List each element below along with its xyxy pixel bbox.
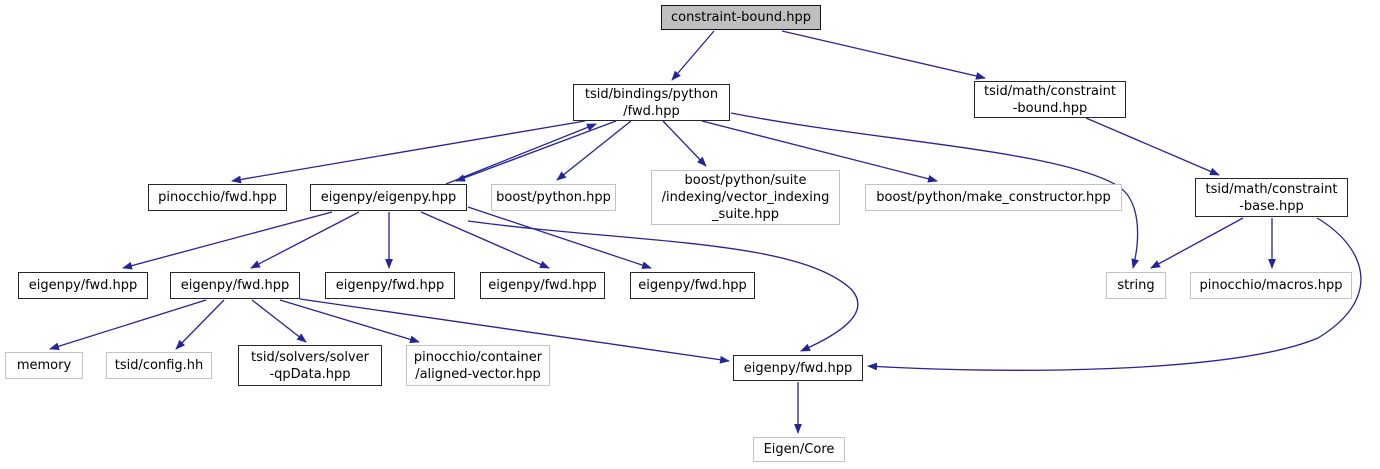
graph-node-eigenpy-fwd-5[interactable] (630, 272, 755, 299)
graph-node-memory (5, 352, 83, 379)
include-edge-eigenpy-fwd-2-to-solver-qpdata (252, 300, 306, 342)
graph-node-eigen-core (753, 437, 845, 462)
graph-node-label: constraint-bound.hpp (671, 10, 811, 25)
graph-node-label: pinocchio/container (413, 349, 543, 365)
graph-node-pinocchio-fwd[interactable] (148, 184, 287, 211)
graph-node-label: eigenpy/fwd.hpp (28, 278, 138, 293)
graph-node-label: /fwd.hpp (623, 103, 680, 119)
graph-node-label: /aligned-vector.hpp (415, 366, 541, 382)
graph-node-vector-indexing (651, 170, 840, 225)
graph-node-label: eigenpy/fwd.hpp (488, 278, 597, 293)
include-edge-eigenpy-eigenpy-to-bindings-fwd (446, 124, 596, 184)
graph-node-make-constructor (865, 184, 1122, 211)
include-edge-bindings-fwd-to-vector-indexing (663, 121, 706, 166)
graph-node-label: boost/python/suite (684, 173, 807, 188)
include-edge-constraint-bound-to-bindings-fwd (672, 31, 714, 80)
graph-node-label: tsid/math/constraint (1205, 181, 1338, 197)
graph-node-label: memory (16, 358, 72, 373)
graph-node-label: -bound.hpp (1012, 100, 1088, 116)
graph-node-label: tsid/math/constraint (984, 83, 1116, 99)
graph-node-label: eigenpy/fwd.hpp (638, 278, 747, 293)
graph-node-label: -qpData.hpp (269, 366, 351, 382)
graph-node-label: eigenpy/fwd.hpp (743, 360, 853, 376)
graph-node-label: pinocchio/fwd.hpp (158, 190, 277, 205)
graph-node-math-constraint-base[interactable] (1195, 178, 1348, 217)
graph-node-boost-python (491, 184, 616, 211)
graph-node-solver-qpdata[interactable] (238, 345, 382, 386)
include-edge-math-constraint-base-to-string (1151, 218, 1243, 268)
graph-node-eigenpy-eigenpy[interactable] (310, 184, 467, 211)
graph-node-eigenpy-fwd-4[interactable] (480, 272, 605, 299)
include-edge-math-constraint-bound-to-math-constraint-base (1086, 118, 1219, 175)
include-edge-eigenpy-eigenpy-to-eigenpy-fwd-2 (251, 212, 359, 268)
graph-node-label: eigenpy/fwd.hpp (335, 278, 445, 293)
graph-node-label: tsid/solvers/solver (250, 349, 369, 365)
graph-node-label: boost/python/make_constructor.hpp (876, 190, 1111, 205)
graph-node-label: _suite.hpp (711, 207, 780, 222)
include-edge-eigenpy-eigenpy-to-eigenpy-fwd-1 (123, 212, 332, 268)
graph-node-label: tsid/config.hh (114, 358, 204, 373)
graph-node-label: pinocchio/macros.hpp (1199, 278, 1343, 293)
graph-node-label: -base.hpp (1239, 198, 1304, 214)
graph-node-eigenpy-fwd-2[interactable] (170, 272, 300, 299)
graph-node-string (1106, 272, 1166, 299)
graph-node-label: eigenpy/fwd.hpp (180, 278, 290, 293)
graph-node-eigenpy-fwd-1[interactable] (18, 272, 148, 299)
graph-node-math-constraint-bound[interactable] (974, 81, 1126, 118)
include-edge-constraint-bound-to-math-constraint-bound (782, 31, 985, 78)
include-edge-bindings-fwd-to-pinocchio-fwd (232, 121, 585, 181)
graph-node-label: boost/python.hpp (496, 190, 611, 205)
graph-node-tsid-config (106, 352, 212, 379)
graph-node-eigenpy-fwd-main[interactable] (733, 355, 863, 381)
include-edge-eigenpy-eigenpy-to-eigenpy-fwd-4 (421, 212, 549, 268)
graph-node-bindings-fwd[interactable] (573, 84, 730, 121)
graph-node-label: /indexing/vector_indexing (661, 190, 830, 205)
graph-node-aligned-vector (406, 345, 550, 386)
graph-node-pinocchio-macros (1190, 272, 1352, 299)
graph-node-label: tsid/bindings/python (584, 86, 719, 102)
graph-node-label: eigenpy/eigenpy.hpp (320, 190, 457, 205)
graph-node-eigenpy-fwd-3[interactable] (325, 272, 455, 299)
graph-node-constraint-bound (661, 5, 821, 30)
graph-node-label: Eigen/Core (763, 442, 835, 457)
include-edge-bindings-fwd-to-eigenpy-eigenpy (456, 121, 616, 181)
graph-node-label: string (1117, 278, 1155, 293)
